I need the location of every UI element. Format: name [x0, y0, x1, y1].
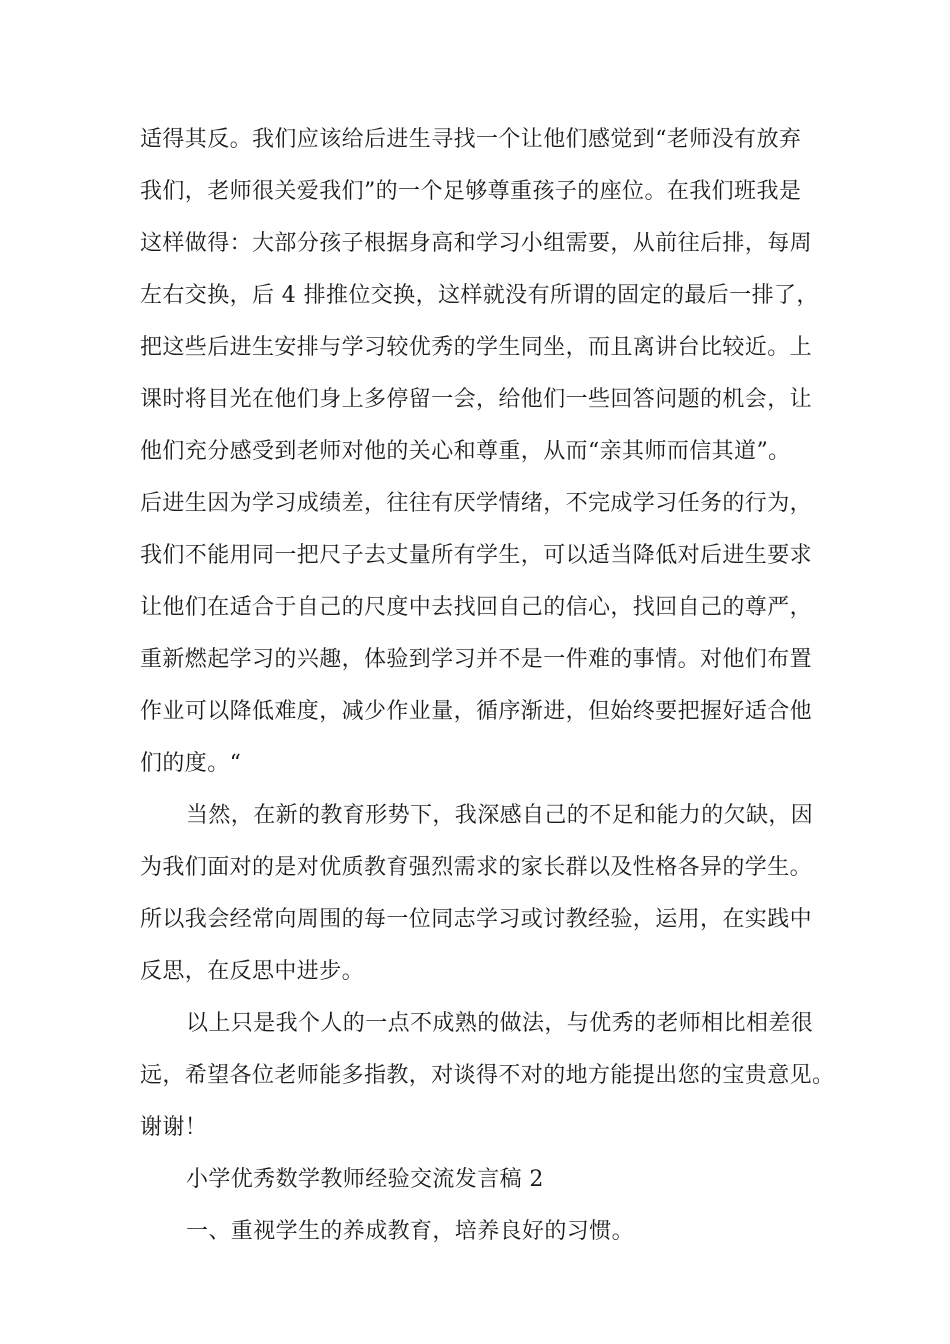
section-heading: 小学优秀数学教师经验交流发言稿 2	[186, 1167, 544, 1192]
text-line: 让他们在适合于自己的尺度中去找回自己的信心，找回自己的尊严，	[140, 595, 813, 620]
text-line: 我们，老师很关爱我们”的一个足够尊重孩子的座位。在我们班我是	[140, 179, 802, 204]
subsection-heading: 一、重视学生的养成教育，培养良好的习惯。	[186, 1219, 635, 1244]
text-line: 把这些后进生安排与学习较优秀的学生同坐，而且离讲台比较近。上	[140, 335, 813, 360]
text-line: 适得其反。我们应该给后进生寻找一个让他们感觉到“老师没有放弃	[140, 127, 802, 152]
text-line: 这样做得：大部分孩子根据身高和学习小组需要，从前往后排，每周	[140, 231, 813, 256]
text-line: 重新燃起学习的兴趣，体验到学习并不是一件难的事情。对他们布置	[140, 647, 813, 672]
text-line: 我们不能用同一把尺子去丈量所有学生，可以适当降低对后进生要求	[140, 543, 813, 568]
text-line: 课时将目光在他们身上多停留一会，给他们一些回答问题的机会，让	[140, 387, 813, 412]
text-line: 所以我会经常向周围的每一位同志学习或讨教经验，运用，在实践中	[140, 907, 813, 932]
text-line: 作业可以降低难度，减少作业量，循序渐进，但始终要把握好适合他	[140, 699, 813, 724]
text-line: 为我们面对的是对优质教育强烈需求的家长群以及性格各异的学生。	[140, 855, 813, 880]
text-line: 当然，在新的教育形势下，我深感自己的不足和能力的欠缺，因	[186, 803, 814, 828]
text-line: 反思，在反思中进步。	[140, 959, 365, 984]
text-line: 们的度。“	[140, 751, 242, 776]
text-line: 他们充分感受到老师对他的关心和尊重，从而“亲其师而信其道”。	[140, 439, 791, 464]
text-line: 左右交换，后 4 排推位交换，这样就没有所谓的固定的最后一排了，	[140, 283, 819, 308]
text-line: 远，希望各位老师能多指教，对谈得不对的地方能提出您的宝贵意见。	[140, 1063, 835, 1088]
text-line: 谢谢！	[140, 1115, 208, 1140]
text-line: 以上只是我个人的一点不成熟的做法，与优秀的老师相比相差很	[186, 1011, 814, 1036]
text-line: 后进生因为学习成绩差，往往有厌学情绪，不完成学习任务的行为，	[140, 491, 813, 516]
